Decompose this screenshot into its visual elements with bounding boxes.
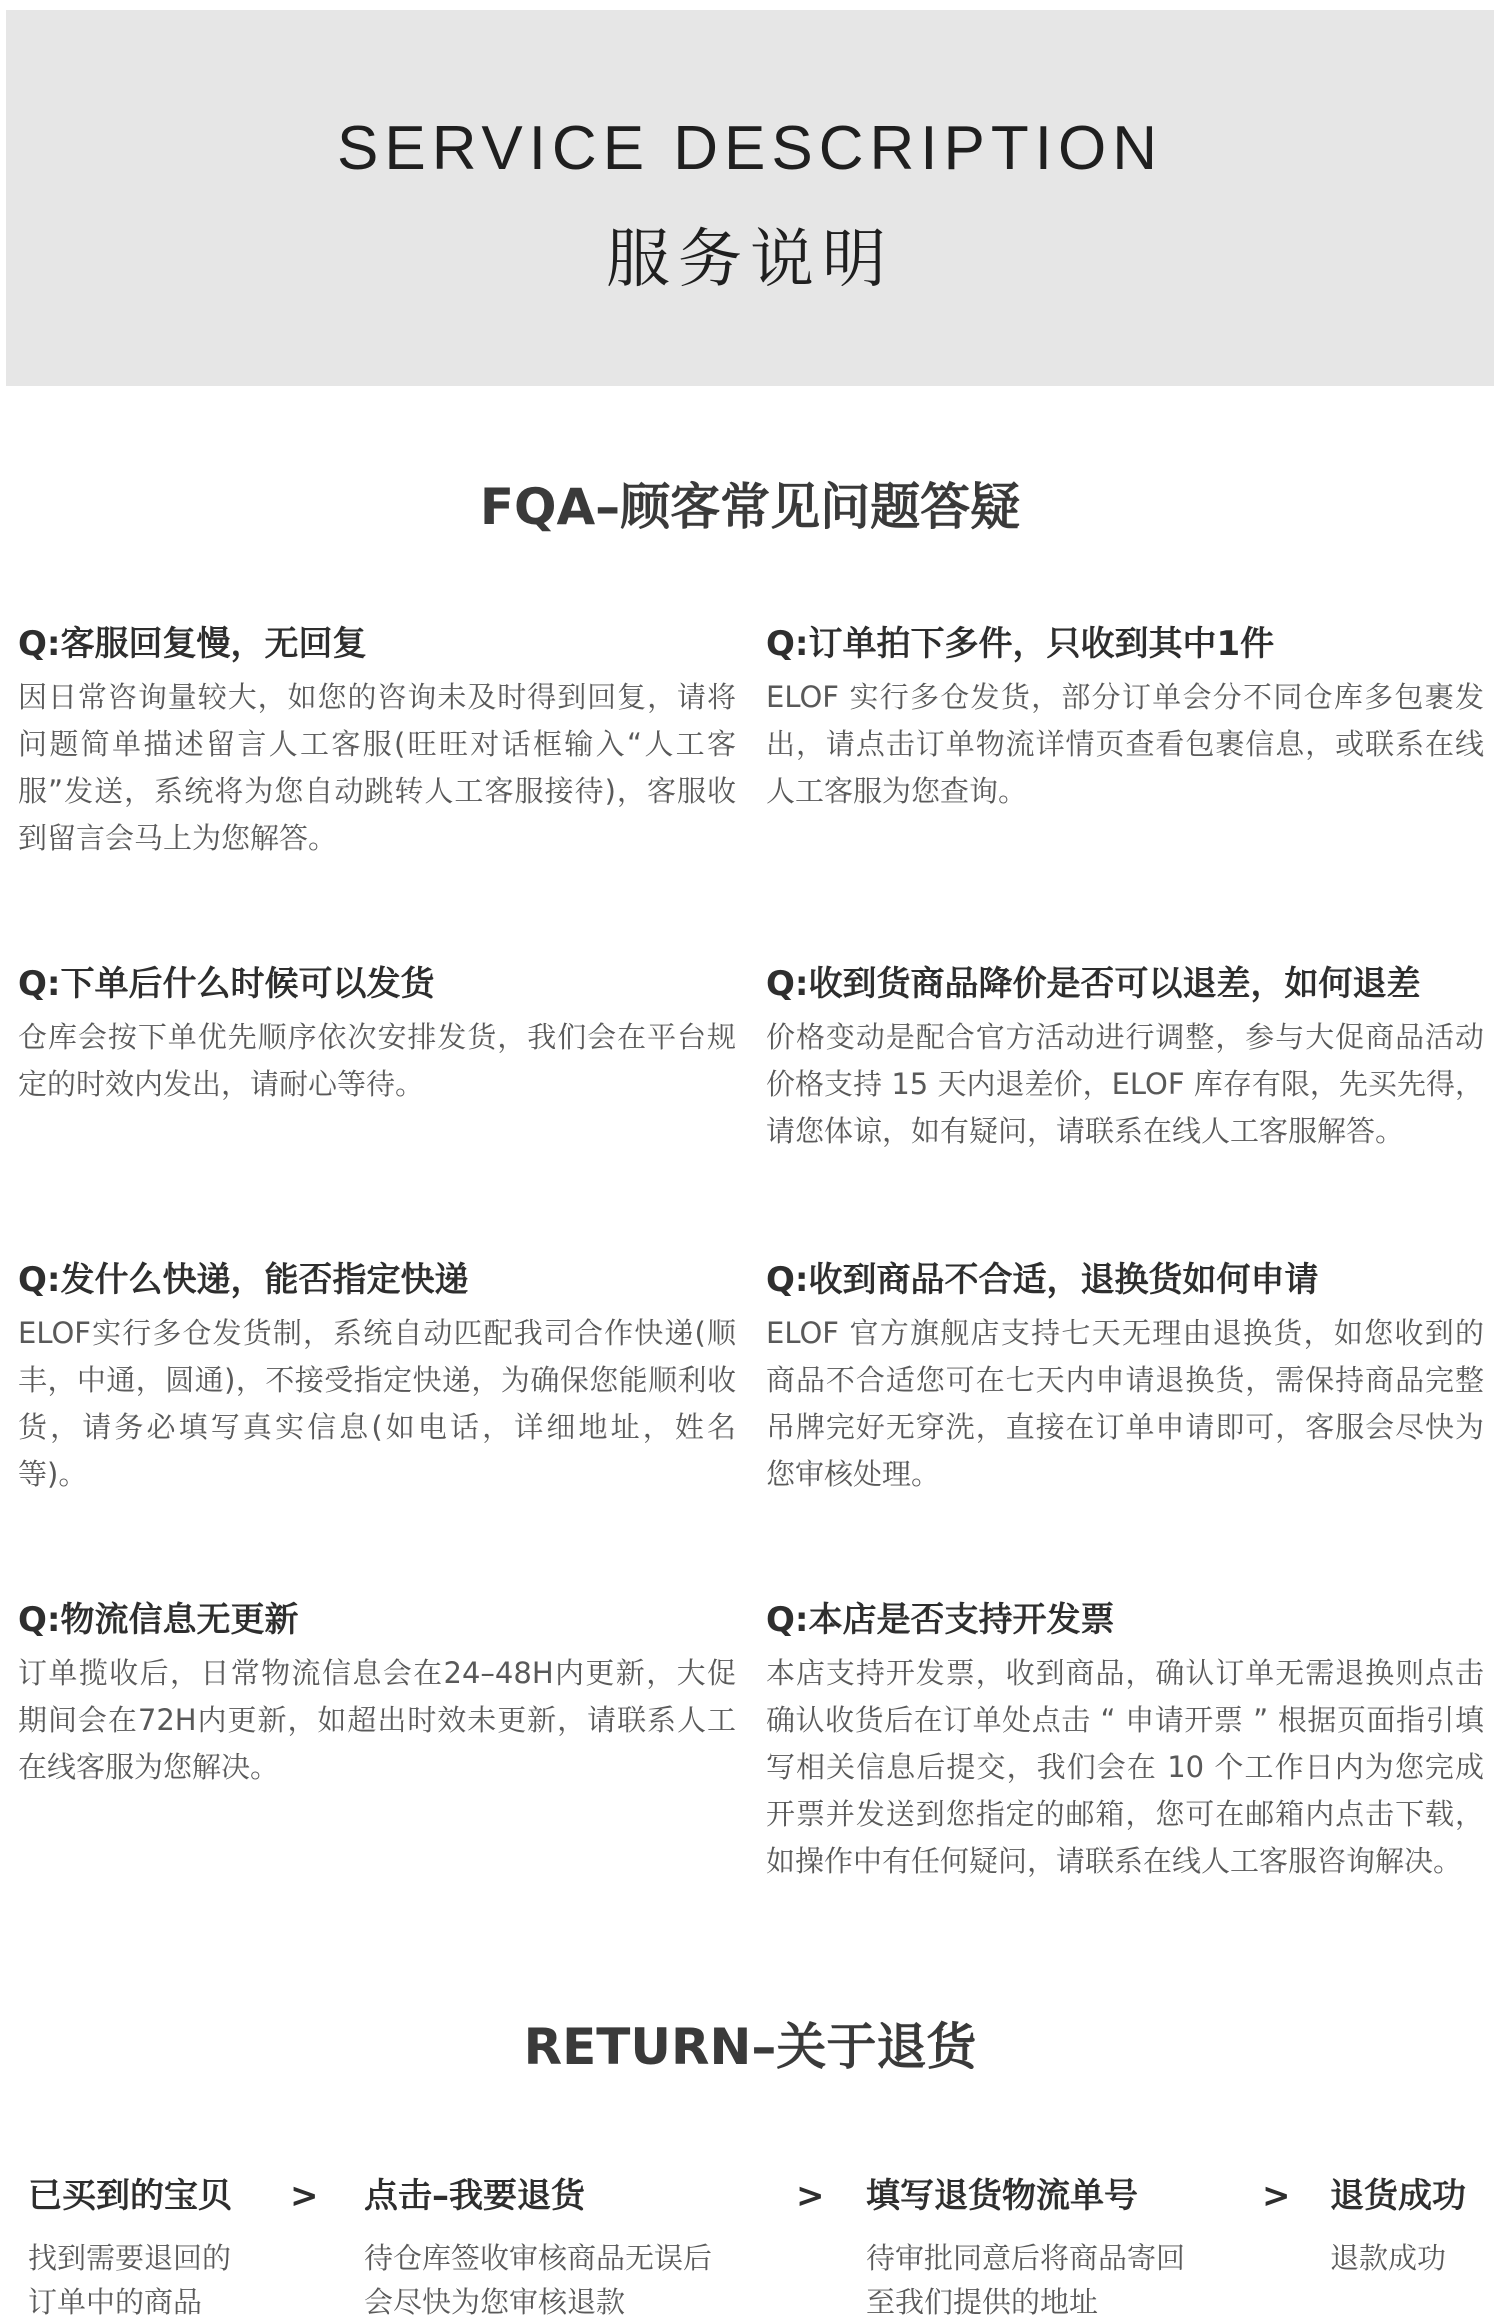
step-title: 填写退货物流单号 <box>866 2176 1138 2216</box>
faq-answer: ELOF 实行多仓发货，部分订单会分不同仓库多包裹发出，请点击订单物流详情页查看包裹信息，或联系在线人工客服为您查询。 <box>766 680 1484 808</box>
step-description-line: 退款成功 <box>1330 2241 1447 2275</box>
page-title-english: SERVICE DESCRIPTION <box>336 114 1163 183</box>
faq-item-reply-slow <box>18 622 736 862</box>
step-description-line: 会尽快为您审核退款 <box>364 2285 626 2319</box>
faq-question: Q:本店是否支持开发票 <box>766 1600 1115 1640</box>
page-title-chinese: 服务说明 <box>606 223 894 297</box>
step-arrow-icon: > <box>290 2176 319 2216</box>
step-description <box>364 2236 712 2324</box>
return-step-tracking <box>866 2174 1185 2324</box>
faq-item-price-difference <box>766 962 1484 1155</box>
step-description-line: 订单中的商品 <box>28 2285 203 2319</box>
step-title: 点击–我要退货 <box>364 2176 585 2216</box>
faq-question: Q:客服回复慢，无回复 <box>18 624 367 664</box>
faq-answer: 本店支持开发票，收到商品，确认订单无需退换则点击确认收货后在订单处点击 “ 申请开票 ” 根据页面指引填写相关信息后提交，我们会在 10 个工作日内为您完成开票并发送到您指定的邮箱，您可在邮箱内点击下载，如操作中有任何疑问，请联系在线人工客服咨询解决。 <box>766 1656 1484 1878</box>
return-step-request <box>364 2174 712 2324</box>
step-title: 退货成功 <box>1330 2176 1466 2216</box>
faq-question: Q:订单拍下多件，只收到其中1件 <box>766 624 1275 664</box>
step-description-line: 待仓库签收审核商品无误后 <box>364 2241 713 2275</box>
step-description-line: 找到需要退回的 <box>28 2241 232 2275</box>
return-step-success <box>1330 2174 1466 2280</box>
step-description <box>28 2236 232 2324</box>
faq-question: Q:收到商品不合适，退换货如何申请 <box>766 1260 1319 1300</box>
faq-question: Q:收到货商品降价是否可以退差，如何退差 <box>766 964 1421 1004</box>
faq-question: Q:物流信息无更新 <box>18 1600 299 1640</box>
faq-item-shipping-time <box>18 962 736 1108</box>
faq-answer: 订单揽收后，日常物流信息会在24–48H内更新，大促期间会在72H内更新，如超出时效未更新，请联系人工在线客服为您解决。 <box>18 1656 736 1784</box>
return-step-purchased <box>28 2174 232 2324</box>
faq-answer: 因日常咨询量较大，如您的咨询未及时得到回复，请将问题简单描述留言人工客服(旺旺对话框输入“人工客服”发送，系统将为您自动跳转人工客服接待)，客服收到留言会马上为您解答。 <box>18 680 736 855</box>
faq-answer: 仓库会按下单优先顺序依次安排发货，我们会在平台规定的时效内发出，请耐心等待。 <box>18 1020 736 1101</box>
step-arrow-icon: > <box>796 2176 825 2216</box>
faq-item-logistics-update <box>18 1598 736 1791</box>
step-title: 已买到的宝贝 <box>28 2176 232 2216</box>
step-description-line: 待审批同意后将商品寄回 <box>866 2241 1186 2275</box>
faq-item-partial-delivery <box>766 622 1484 815</box>
faq-item-invoice <box>766 1598 1484 1885</box>
step-description <box>1330 2236 1466 2280</box>
step-description-line: 至我们提供的地址 <box>866 2285 1099 2319</box>
step-arrow-icon: > <box>1262 2176 1291 2216</box>
faq-answer: ELOF 官方旗舰店支持七天无理由退换货，如您收到的商品不合适您可在七天内申请退换货，需保持商品完整吊牌完好无穿洗，直接在订单申请即可，客服会尽快为您审核处理。 <box>766 1316 1484 1491</box>
return-steps <box>0 2174 1500 2322</box>
faq-answer: 价格变动是配合官方活动进行调整，参与大促商品活动价格支持 15 天内退差价，ELOF 库存有限，先买先得，请您体谅，如有疑问，请联系在线人工客服解答。 <box>766 1020 1484 1148</box>
faq-answer: ELOF实行多仓发货制，系统自动匹配我司合作快递(顺丰，中通，圆通)，不接受指定快递，为确保您能顺利收货，请务必填写真实信息(如电话，详细地址，姓名等)。 <box>18 1316 736 1491</box>
step-description <box>866 2236 1185 2324</box>
header-banner <box>6 10 1494 386</box>
faq-item-courier <box>18 1258 736 1498</box>
return-section-title: RETURN–关于退货 <box>523 2018 977 2076</box>
faq-question: Q:发什么快递，能否指定快递 <box>18 1260 469 1300</box>
fqa-section-title: FQA–顾客常见问题答疑 <box>479 478 1021 536</box>
faq-item-return-exchange <box>766 1258 1484 1498</box>
faq-question: Q:下单后什么时候可以发货 <box>18 964 435 1004</box>
